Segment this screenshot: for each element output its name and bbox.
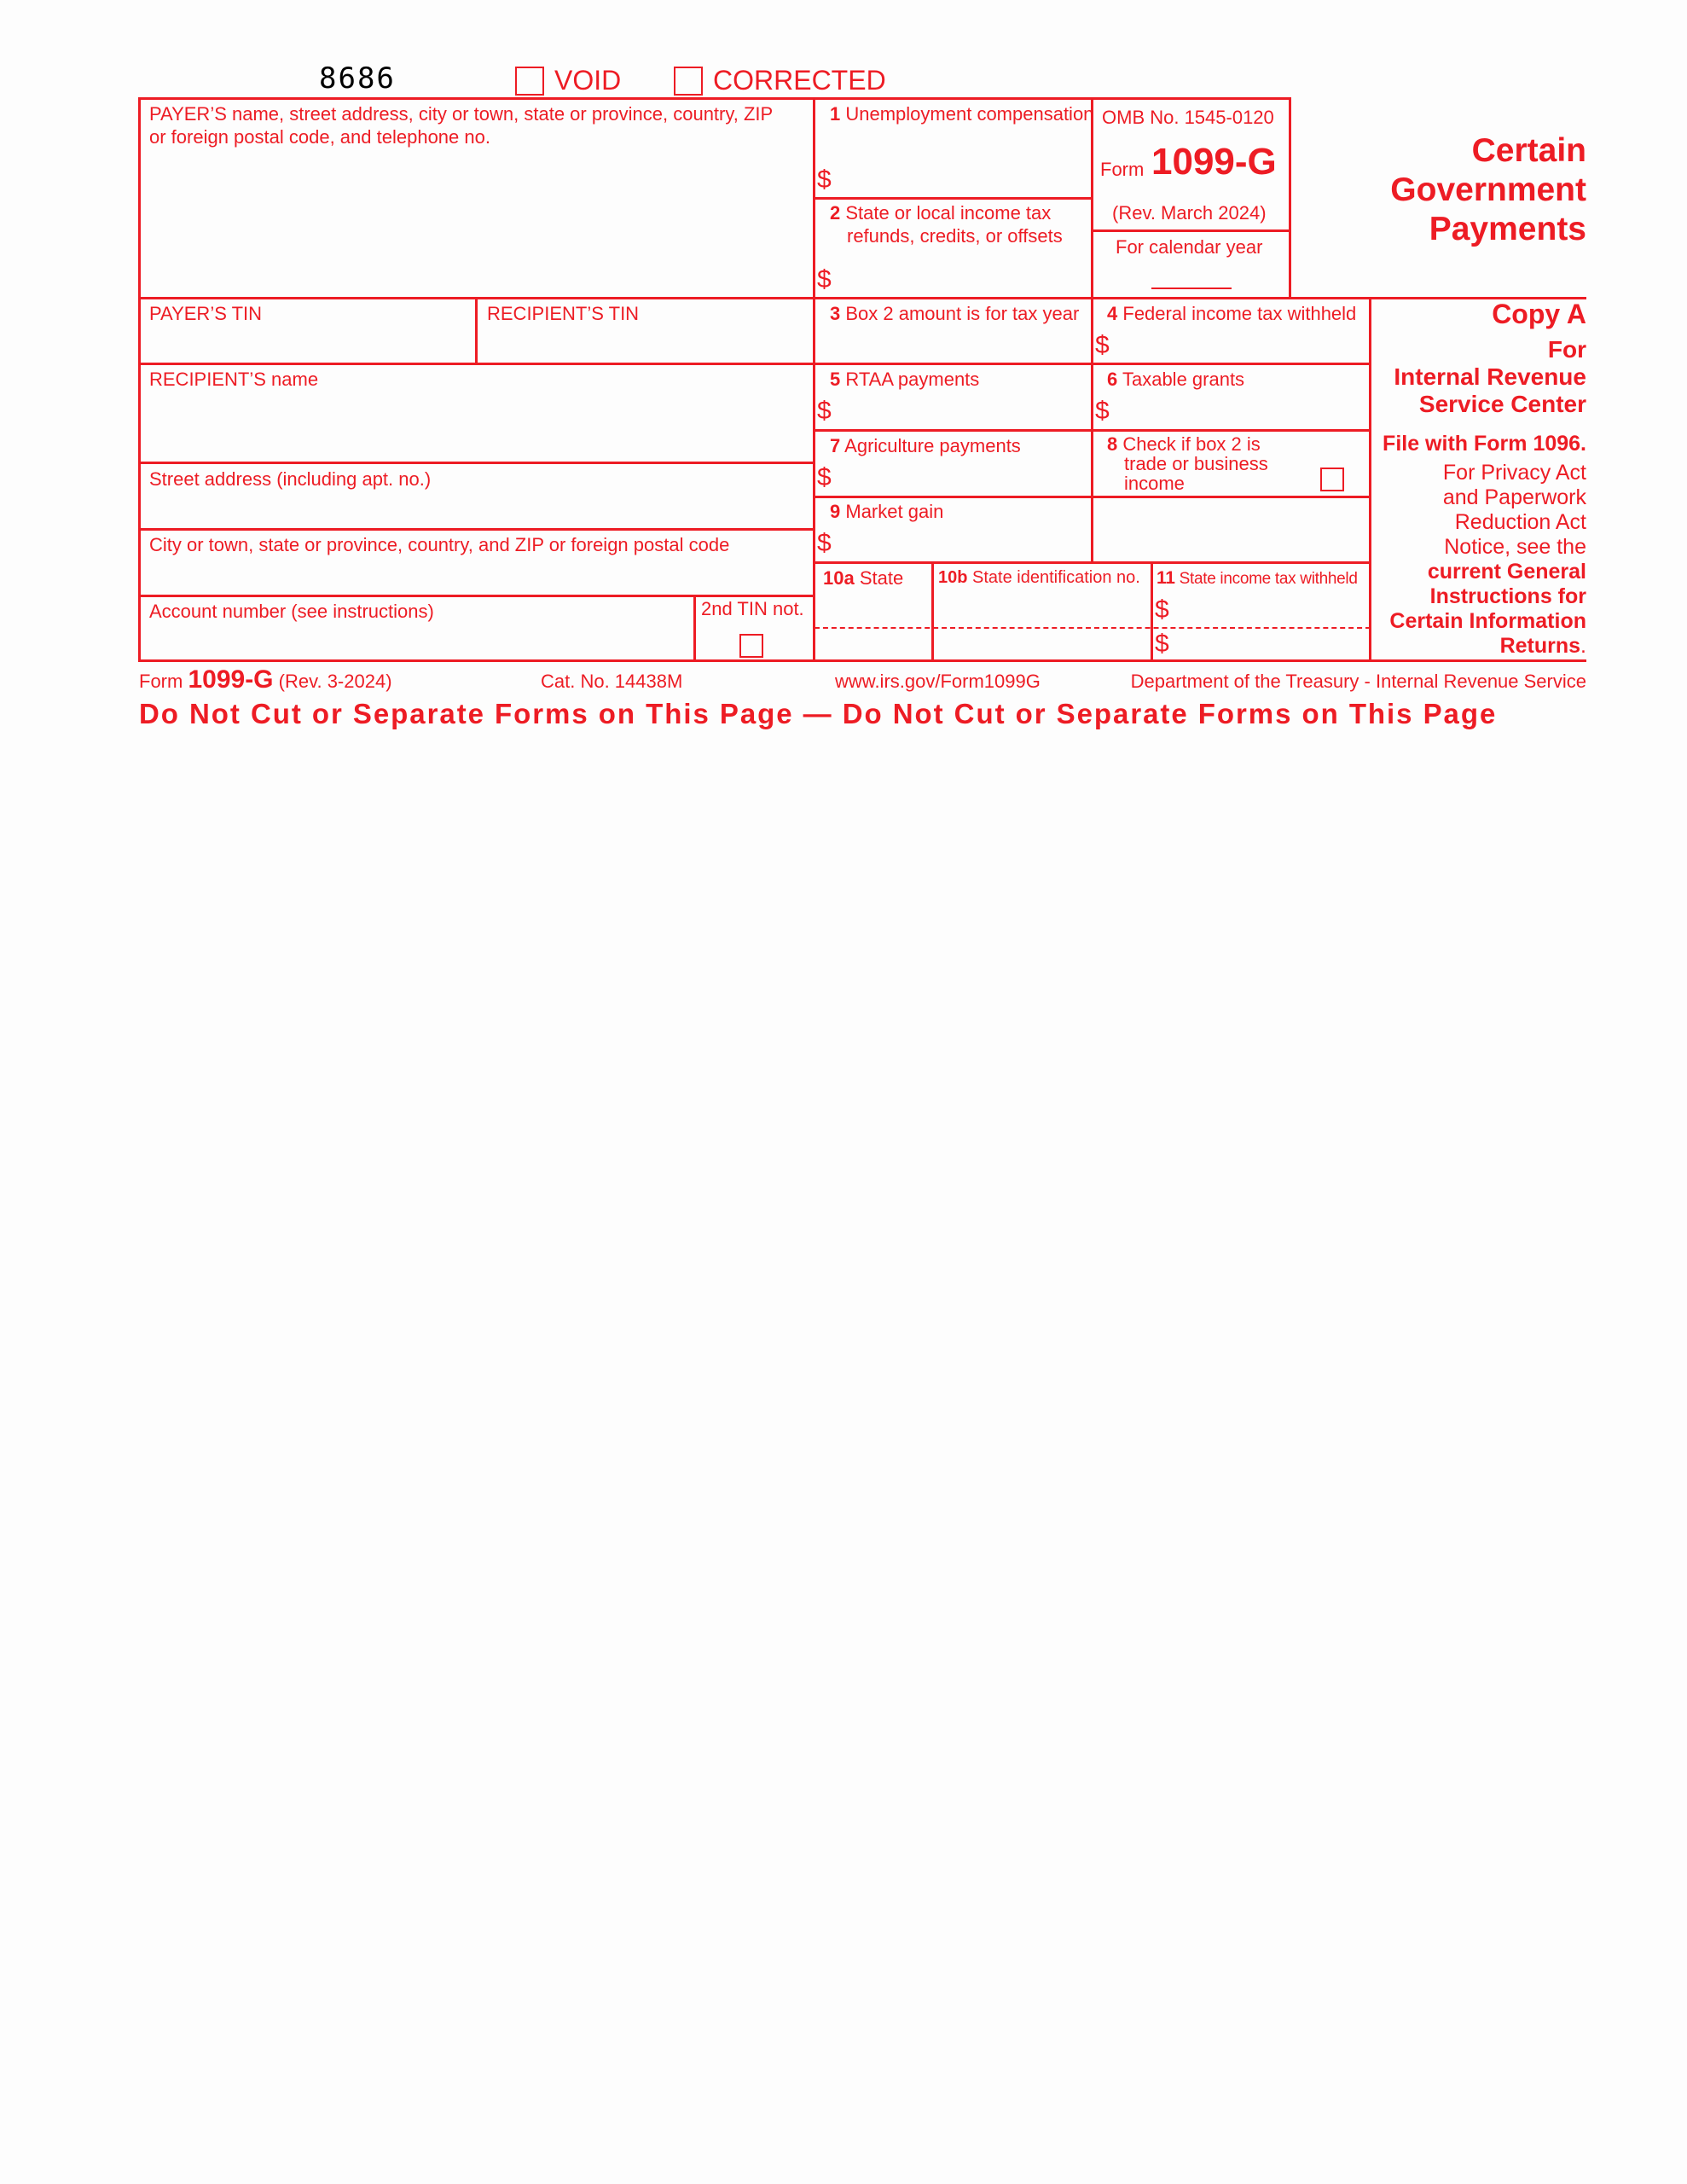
copy-a-heading: Copy A xyxy=(1492,299,1586,329)
box10b-label xyxy=(938,566,1140,590)
box6-number: 6 xyxy=(1107,369,1118,390)
box7-dollar: $ xyxy=(817,463,832,491)
box8-checkbox[interactable] xyxy=(1320,468,1344,491)
box1-field[interactable] xyxy=(840,128,1087,195)
box8-text-cont1: trade or business xyxy=(1124,453,1268,474)
instructions-line1: current General xyxy=(1427,560,1586,584)
second-tin-checkbox[interactable] xyxy=(739,634,763,658)
file-with-1096: File with Form 1096. xyxy=(1383,432,1586,456)
box2-dollar: $ xyxy=(817,265,832,293)
box4-number: 4 xyxy=(1107,303,1118,324)
box8-text-cont2: income xyxy=(1124,473,1185,494)
box10a-field-2[interactable] xyxy=(817,630,930,659)
footer-form-number: 1099-G xyxy=(188,665,274,694)
privacy-line4: Notice, see the xyxy=(1444,535,1586,559)
box3-text: Box 2 amount is for tax year xyxy=(845,303,1080,324)
box10b-text: State identification no. xyxy=(972,568,1140,587)
copy-irs-line2: Service Center xyxy=(1418,391,1586,417)
box1-number: 1 xyxy=(830,103,841,125)
footer-url[interactable]: www.irs.gov/Form1099G xyxy=(835,671,1041,692)
box8-text: Check if box 2 is xyxy=(1122,433,1261,455)
box5-label xyxy=(830,368,979,391)
box10b-field-1[interactable] xyxy=(935,590,1148,626)
box11-field-1[interactable] xyxy=(1175,590,1366,626)
city-label: City or town, state or province, country, and ZIP or foreign postal code xyxy=(149,534,730,555)
box3-number: 3 xyxy=(830,303,841,324)
box10a-text: State xyxy=(859,567,904,589)
corrected-checkbox[interactable] xyxy=(674,67,703,96)
instructions-period: . xyxy=(1580,634,1586,658)
footer-form-word: Form xyxy=(139,671,183,692)
box7-text: Agriculture payments xyxy=(844,435,1021,456)
box6-dollar: $ xyxy=(1095,397,1110,425)
account-number-field[interactable] xyxy=(142,624,692,659)
box8-number: 8 xyxy=(1107,433,1118,455)
box1-text: Unemployment compensation xyxy=(845,103,1094,125)
box10b-field-2[interactable] xyxy=(935,630,1148,659)
corrected-label: CORRECTED xyxy=(713,65,886,96)
recipient-tin-label: RECIPIENT’S TIN xyxy=(487,303,640,324)
box6-label xyxy=(1107,368,1244,391)
privacy-line3: Reduction Act xyxy=(1454,510,1586,534)
box2-label xyxy=(830,201,1051,224)
box11-number: 11 xyxy=(1157,568,1175,588)
footer-department: Department of the Treasury - Internal Revenue Service xyxy=(1130,671,1586,692)
box2-field[interactable] xyxy=(840,249,1087,295)
recipient-name-label: RECIPIENT’S name xyxy=(149,369,319,390)
copy-irs-line1: Internal Revenue xyxy=(1394,363,1586,390)
box10b-number: 10b xyxy=(938,568,968,587)
instructions-returns: Returns xyxy=(1499,634,1581,658)
box4-text: Federal income tax withheld xyxy=(1122,303,1357,324)
calendar-year-field[interactable] xyxy=(1151,261,1232,287)
recipient-name-field[interactable] xyxy=(142,392,812,461)
calendar-year-line xyxy=(1151,288,1232,289)
box7-number: 7 xyxy=(830,435,841,456)
form-code: 8686 xyxy=(319,61,396,96)
payer-tin-field[interactable] xyxy=(142,326,472,362)
box4-field[interactable] xyxy=(1117,326,1366,362)
title-line2: Government xyxy=(1390,171,1586,208)
box10a-label xyxy=(823,566,903,590)
box9-text: Market gain xyxy=(845,501,944,522)
omb-form-number: 1099-G xyxy=(1151,141,1277,183)
do-not-cut-warning: Do Not Cut or Separate Forms on This Page — Do Not Cut or Separate Forms on This Page xyxy=(139,698,1498,729)
copy-a-underline xyxy=(1369,659,1586,662)
box10a-number: 10a xyxy=(823,567,855,589)
box5-text: RTAA payments xyxy=(845,369,980,390)
account-number-label: Account number (see instructions) xyxy=(149,601,434,622)
box1-label xyxy=(830,102,1093,125)
box5-dollar: $ xyxy=(817,397,832,425)
copy-a-destination xyxy=(1394,336,1586,418)
second-tin-label: 2nd TIN not. xyxy=(701,598,804,619)
box7-field[interactable] xyxy=(840,459,1087,495)
box2-label-cont: refunds, credits, or offsets xyxy=(847,225,1063,247)
street-address-field[interactable] xyxy=(142,491,812,527)
calendar-year-label: For calendar year xyxy=(1116,236,1263,258)
box9-field[interactable] xyxy=(840,525,1087,561)
box2-text: State or local income tax xyxy=(845,202,1052,224)
box4-label xyxy=(1107,302,1356,325)
box11-dollar-1: $ xyxy=(1155,595,1169,624)
box3-label xyxy=(830,302,1079,325)
box3-field[interactable] xyxy=(819,326,1088,362)
void-label: VOID xyxy=(554,65,622,96)
recipient-tin-field[interactable] xyxy=(479,326,812,362)
box11-label xyxy=(1157,566,1358,590)
payer-tin-label: PAYER’S TIN xyxy=(149,303,263,324)
title-line1: Certain xyxy=(1471,132,1586,169)
box6-text: Taxable grants xyxy=(1122,369,1245,390)
instructions-line3: Certain Information xyxy=(1389,609,1586,633)
privacy-line2: and Paperwork xyxy=(1442,485,1586,509)
privacy-notice xyxy=(1389,461,1586,659)
box9-number: 9 xyxy=(830,501,841,522)
omb-rev: (Rev. March 2024) xyxy=(1112,202,1267,224)
instructions-line4 xyxy=(1389,634,1586,659)
footer-rev: (Rev. 3-2024) xyxy=(278,671,392,692)
payer-name-label-cont: or foreign postal code, and telephone no. xyxy=(149,126,490,148)
title-line3: Payments xyxy=(1429,211,1586,247)
box11-field-2[interactable] xyxy=(1175,630,1366,659)
box2-number: 2 xyxy=(830,202,841,224)
box11-text: State income tax withheld xyxy=(1179,570,1358,588)
omb-form-word: Form xyxy=(1100,159,1145,180)
void-checkbox[interactable] xyxy=(515,67,544,96)
box6-field[interactable] xyxy=(1117,392,1366,428)
box9-label xyxy=(830,500,943,523)
box1-dollar: $ xyxy=(817,166,832,194)
box8-label xyxy=(1107,434,1268,493)
payer-name-field[interactable] xyxy=(142,152,812,295)
footer-cat-no: Cat. No. 14438M xyxy=(541,671,683,692)
box7-label xyxy=(830,434,1021,457)
street-address-label: Street address (including apt. no.) xyxy=(149,468,432,490)
box9-dollar: $ xyxy=(817,529,832,557)
form-title xyxy=(1390,131,1586,249)
privacy-line1: For Privacy Act xyxy=(1442,461,1586,485)
city-field[interactable] xyxy=(142,558,812,594)
box10a-field-1[interactable] xyxy=(817,590,930,626)
box5-number: 5 xyxy=(830,369,841,390)
copy-for: For xyxy=(1547,336,1586,363)
footer-form-id xyxy=(139,667,392,694)
payer-name-label: PAYER’S name, street address, city or town, state or province, country, ZIP xyxy=(149,103,774,125)
box5-field[interactable] xyxy=(840,392,1087,428)
box11-dollar-2: $ xyxy=(1155,630,1169,658)
box4-dollar: $ xyxy=(1095,331,1110,359)
instructions-line2: Instructions for xyxy=(1429,584,1586,608)
omb-number: OMB No. 1545-0120 xyxy=(1102,107,1274,128)
